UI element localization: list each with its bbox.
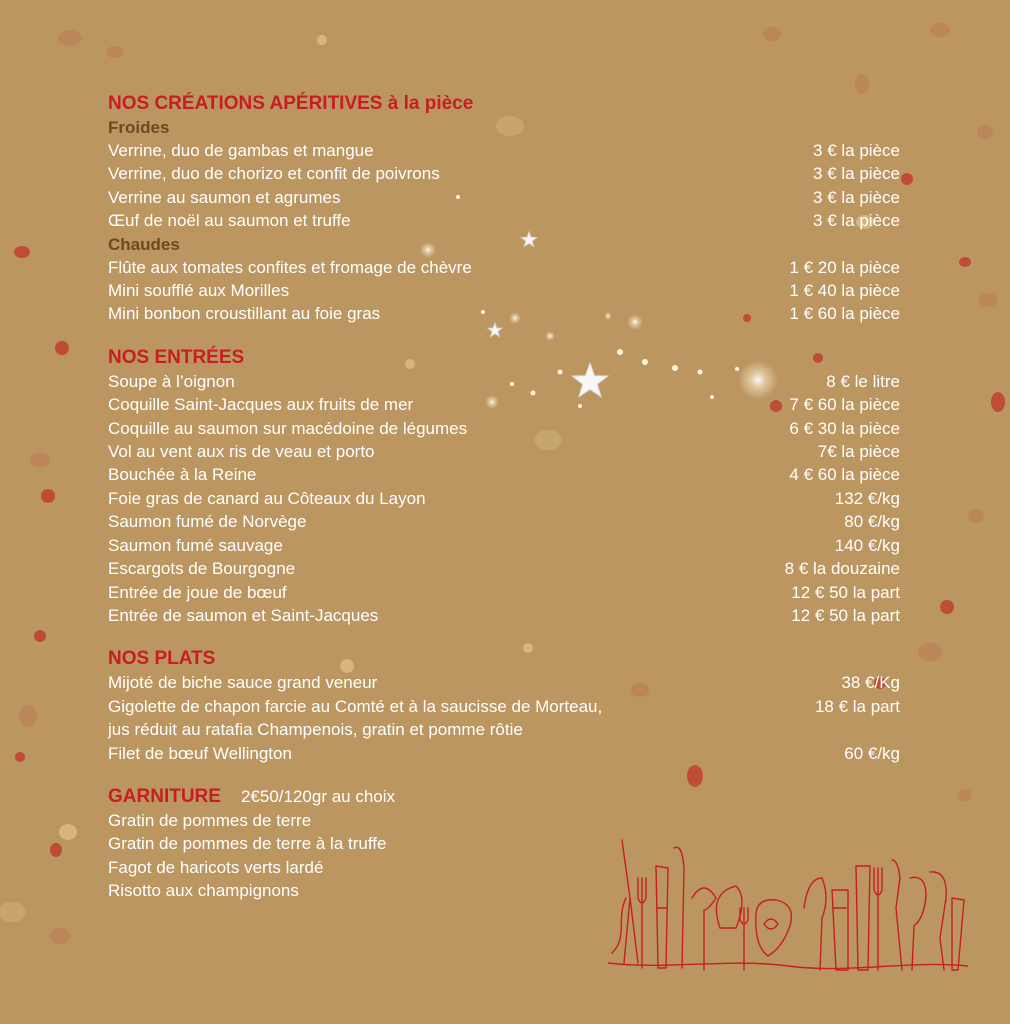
item-name: Bouchée à la Reine: [108, 465, 257, 485]
item-price: 12 € 50 la part: [791, 582, 900, 602]
item-price: 3 € la pièce: [813, 164, 900, 184]
menu-item: [108, 440, 900, 463]
item-name: Œuf de noël au saumon et truffe: [108, 211, 351, 231]
cold-items: [108, 139, 900, 233]
sides-title: GARNITURE: [108, 785, 221, 807]
item-name: Mini soufflé aux Morilles: [108, 281, 290, 301]
item-name: Entrée de joue de bœuf: [108, 582, 287, 602]
cold-subsection-label: Froides: [108, 118, 170, 137]
sides-price-note: 2€50/120gr au choix: [240, 786, 396, 806]
menu-item: [108, 417, 900, 440]
menu-content: [108, 92, 900, 903]
side-item: Gratin de pommes de terre: [108, 810, 312, 830]
side-item: Gratin de pommes de terre à la truffe: [108, 834, 387, 854]
item-price: 80 €/kg: [844, 512, 900, 532]
menu-item: [108, 162, 900, 185]
item-price: 12 € 50 la part: [791, 605, 900, 625]
menu-item: [108, 604, 900, 627]
hot-items: [108, 256, 900, 326]
item-price: 140 €/kg: [834, 535, 900, 555]
item-name: Filet de bœuf Wellington: [108, 743, 292, 763]
item-name: Escargots de Bourgogne: [108, 559, 296, 579]
item-price: 3 € la pièce: [813, 211, 900, 231]
side-item: Risotto aux champignons: [108, 881, 299, 901]
item-name: Foie gras de canard au Côteaux du Layon: [108, 488, 426, 508]
menu-item: [108, 487, 900, 510]
menu-item: [108, 139, 900, 162]
mains-title: NOS PLATS: [108, 648, 216, 670]
item-price: 18 € la part: [814, 696, 900, 716]
sides-title-line: [108, 785, 900, 809]
item-name: Coquille Saint-Jacques aux fruits de mer: [108, 395, 414, 415]
item-price: 4 € 60 la pièce: [789, 465, 900, 485]
item-name: Mini bonbon croustillant au foie gras: [108, 304, 381, 324]
mains-section: [108, 647, 900, 765]
item-price: 1 € 60 la pièce: [789, 304, 900, 324]
item-price: 132 €/kg: [834, 488, 900, 508]
item-name: Saumon fumé de Norvège: [108, 512, 307, 532]
menu-item: [108, 186, 900, 209]
item-price: 8 € le litre: [826, 371, 900, 391]
item-price: 3 € la pièce: [813, 141, 900, 160]
item-name: Verrine, duo de chorizo et confit de poivrons: [108, 164, 440, 184]
item-name: Entrée de saumon et Saint-Jacques: [108, 605, 379, 625]
item-name: Soupe à l’oignon: [108, 371, 235, 391]
menu-item: [108, 370, 900, 393]
menu-item: [108, 671, 900, 694]
item-name: Coquille au saumon sur macédoine de légumes: [108, 418, 468, 438]
menu-item: [108, 209, 900, 232]
side-item: Fagot de haricots verts lardé: [108, 857, 324, 877]
item-price: 6 € 30 la pièce: [789, 418, 900, 438]
item-name: Saumon fumé sauvage: [108, 535, 283, 555]
item-name: Flûte aux tomates confites et fromage de chèvre: [108, 257, 472, 277]
menu-item: [108, 510, 900, 533]
item-price: 7 € 60 la pièce: [789, 395, 900, 415]
aperitifs-title: NOS CRÉATIONS APÉRITIVES à la pièce: [108, 93, 474, 114]
menu-item: [108, 393, 900, 416]
item-name-block: [108, 695, 602, 742]
item-name: Vol au vent aux ris de veau et porto: [108, 442, 375, 462]
starters-title: NOS ENTRÉES: [108, 346, 245, 368]
menu-item: [108, 256, 900, 279]
menu-item: [108, 557, 900, 580]
item-name: Verrine au saumon et agrumes: [108, 187, 341, 207]
aperitifs-section: [108, 92, 900, 326]
item-price: 8 € la douzaine: [784, 559, 900, 579]
menu-item: [108, 695, 900, 742]
item-name: Mijoté de biche sauce grand veneur: [108, 673, 378, 693]
menu-item: [108, 302, 900, 325]
item-name: Gigolette de chapon farcie au Comté et à la saucisse de Morteau,: [108, 696, 603, 716]
item-price: 38 €/Kg: [841, 673, 900, 693]
item-price: 3 € la pièce: [813, 187, 900, 207]
menu-item: [108, 534, 900, 557]
menu-item: [108, 581, 900, 604]
hot-subsection-label: Chaudes: [108, 234, 180, 254]
item-price: 7€ la pièce: [817, 442, 900, 462]
item-price: 1 € 20 la pièce: [789, 257, 900, 277]
menu-item: [108, 463, 900, 486]
item-description: jus réduit au ratafia Champenois, gratin et pomme rôtie: [108, 720, 523, 740]
starters-section: [108, 346, 900, 627]
item-price: 60 €/kg: [844, 743, 900, 763]
item-name: Verrine, duo de gambas et mangue: [108, 141, 374, 160]
menu-item: [108, 279, 900, 302]
menu-item: [108, 742, 900, 765]
item-price: 1 € 40 la pièce: [789, 281, 900, 301]
kitchen-utensils-illustration: [608, 838, 968, 988]
